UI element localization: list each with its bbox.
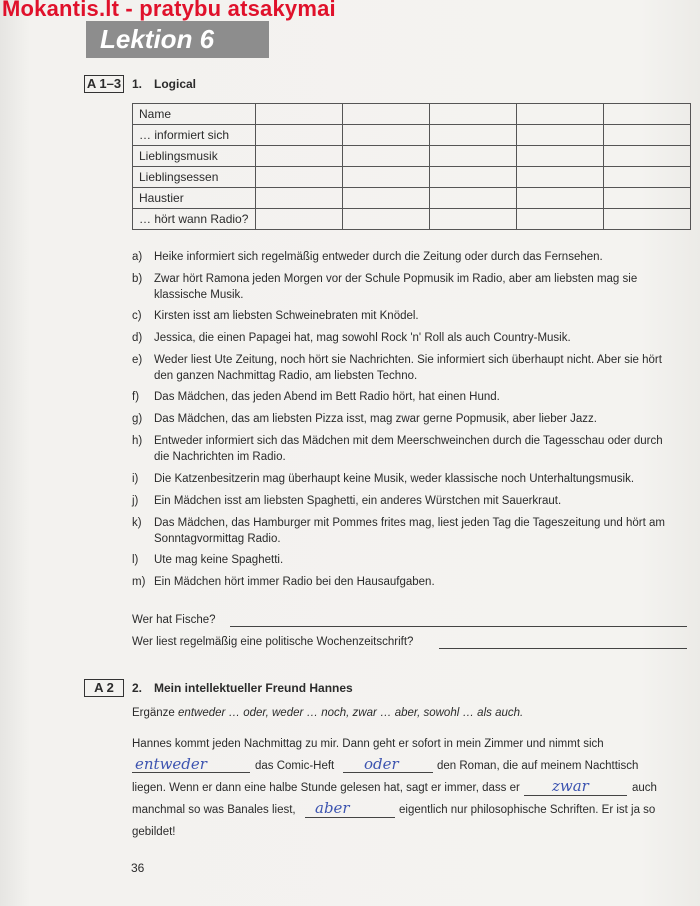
statement-text: Die Katzenbesitzerin mag überhaupt keine Musik, weder klassische noch Unterhaltungsmusik. [154, 473, 635, 485]
grid-cell[interactable] [256, 188, 343, 209]
grid-cell[interactable] [517, 188, 604, 209]
statement-text: Ein Mädchen hört immer Radio bei den Hausaufgaben. [154, 576, 435, 588]
lesson-title: Lektion 6 [86, 21, 269, 58]
grid-row-label: Lieblingsessen [133, 167, 256, 188]
statement-letter: k) [132, 517, 142, 529]
grid-row [133, 125, 691, 146]
handwritten-answer-3: zwar [552, 777, 589, 795]
grid-cell[interactable] [517, 167, 604, 188]
grid-cell[interactable] [604, 146, 691, 167]
statement-item [132, 353, 672, 385]
handwritten-answer-1: entweder [135, 755, 207, 773]
statement-item [132, 272, 672, 304]
grid-cell[interactable] [256, 104, 343, 125]
grid-cell[interactable] [517, 146, 604, 167]
text-line-2b: den Roman, die auf meinem Nachttisch [437, 760, 639, 772]
text-line-5: gebildet! [132, 826, 176, 838]
instruction-prefix: Ergänze [132, 707, 179, 719]
handwritten-answer-4: aber [315, 799, 350, 817]
statement-letter: b) [132, 273, 143, 285]
statement-text: Das Mädchen, das jeden Abend im Bett Radio hört, hat einen Hund. [154, 391, 500, 403]
text-line-4b: eigentlich nur philosophische Schriften. Er ist ja so [399, 804, 656, 816]
instruction [132, 707, 523, 719]
instruction-words: entweder … oder, weder … noch, zwar … aber, sowohl … als auch. [178, 707, 524, 719]
grid-row-label: … hört wann Radio? [133, 209, 256, 230]
statement-text: Entweder informiert sich das Mädchen mit dem Meerschweinchen durch die Tagesschau oder durch die Nachrichten im Radio. [154, 435, 663, 463]
statement-letter: j) [132, 495, 139, 507]
statement-item [132, 494, 672, 510]
grid-cell[interactable] [604, 104, 691, 125]
section2-title: Mein intellektueller Freund Hannes [154, 681, 353, 695]
statement-item [132, 516, 672, 548]
section1-badge: A 1–3 [84, 75, 124, 93]
grid-cell[interactable] [256, 209, 343, 230]
text-line-3a: liegen. Wenn er dann eine halbe Stunde gelesen hat, sagt er immer, dass er [132, 782, 520, 794]
grid-cell[interactable] [343, 104, 430, 125]
statement-item [132, 331, 672, 347]
grid-cell[interactable] [517, 104, 604, 125]
grid-cell[interactable] [604, 188, 691, 209]
section1-title: Logical [154, 77, 197, 91]
statement-item [132, 472, 672, 488]
grid-cell[interactable] [517, 209, 604, 230]
grid-cell[interactable] [430, 167, 517, 188]
text-line-4a: manchmal so was Banales liest, [132, 804, 296, 816]
statement-item [132, 250, 672, 266]
grid-cell[interactable] [343, 188, 430, 209]
statement-text: Das Mädchen, das Hamburger mit Pommes frites mag, liest jeden Tag die Tageszeitung und hört am Sonntagvormittag Radio. [154, 517, 665, 545]
statement-text: Heike informiert sich regelmäßig entweder durch die Zeitung oder durch das Fernsehen. [154, 251, 603, 263]
section2-badge: A 2 [84, 679, 124, 697]
answer-line-fish[interactable] [230, 626, 687, 627]
question-magazine: Wer liest regelmäßig eine politische Wochenzeitschrift? [132, 636, 414, 648]
grid-row [133, 146, 691, 167]
grid-cell[interactable] [343, 167, 430, 188]
grid-row-label: … informiert sich [133, 125, 256, 146]
statement-item [132, 309, 672, 325]
section1-number: 1. [132, 77, 143, 91]
statement-letter: f) [132, 391, 140, 403]
text-line-1: Hannes kommt jeden Nachmittag zu mir. Dann geht er sofort in mein Zimmer und nimmt sich [132, 738, 604, 750]
grid-cell[interactable] [343, 125, 430, 146]
statement-letter: e) [132, 354, 143, 366]
statement-text: Ute mag keine Spaghetti. [154, 554, 284, 566]
section2-number: 2. [132, 681, 143, 695]
text-line-2a: das Comic-Heft [255, 760, 335, 772]
grid-cell[interactable] [604, 125, 691, 146]
grid-cell[interactable] [256, 167, 343, 188]
logic-grid-table [132, 103, 691, 230]
watermark-text: Mokantis.lt - pratybu atsakymai [2, 0, 336, 21]
statement-text: Zwar hört Ramona jeden Morgen vor der Schule Popmusik im Radio, aber am liebsten mag sie klassische Musik. [154, 273, 638, 301]
grid-row-label: Haustier [133, 188, 256, 209]
grid-row [133, 167, 691, 188]
question-fish: Wer hat Fische? [132, 614, 216, 626]
statement-letter: a) [132, 251, 143, 263]
grid-cell[interactable] [430, 209, 517, 230]
statement-letter: g) [132, 413, 143, 425]
grid-row [133, 104, 691, 125]
grid-cell[interactable] [517, 125, 604, 146]
grid-cell[interactable] [430, 104, 517, 125]
handwritten-answer-2: oder [364, 755, 399, 773]
statement-item [132, 412, 672, 428]
statement-text: Jessica, die einen Papagei hat, mag sowohl Rock 'n' Roll als auch Country-Musik. [154, 332, 571, 344]
statement-letter: l) [132, 554, 139, 566]
statement-letter: m) [132, 576, 146, 588]
grid-cell[interactable] [343, 209, 430, 230]
statement-item [132, 553, 672, 569]
grid-cell[interactable] [430, 125, 517, 146]
statement-text: Weder liest Ute Zeitung, noch hört sie Nachrichten. Sie informiert sich überhaupt nicht. Aber sie hört den ganzen Nachmittag Radio, am liebsten Techno. [154, 354, 662, 382]
statement-item [132, 434, 672, 466]
statement-letter: c) [132, 310, 142, 322]
statement-text: Ein Mädchen isst am liebsten Spaghetti, ein anderes Würstchen mit Sauerkraut. [154, 495, 562, 507]
text-line-3b: auch [632, 782, 657, 794]
grid-cell[interactable] [430, 146, 517, 167]
statement-text: Kirsten isst am liebsten Schweinebraten mit Knödel. [154, 310, 419, 322]
grid-cell[interactable] [604, 209, 691, 230]
page-number: 36 [131, 861, 145, 875]
statement-item [132, 390, 672, 406]
statement-letter: d) [132, 332, 143, 344]
grid-cell[interactable] [256, 125, 343, 146]
grid-row [133, 209, 691, 230]
statement-text: Das Mädchen, das am liebsten Pizza isst, mag zwar gerne Popmusik, aber lieber Jazz. [154, 413, 597, 425]
answer-line-magazine[interactable] [439, 648, 687, 649]
grid-cell[interactable] [256, 146, 343, 167]
grid-cell[interactable] [430, 188, 517, 209]
grid-row [133, 188, 691, 209]
statement-item [132, 575, 672, 591]
grid-cell[interactable] [343, 146, 430, 167]
grid-cell[interactable] [604, 167, 691, 188]
blank-3[interactable] [524, 795, 627, 796]
statement-letter: i) [132, 473, 139, 485]
statement-letter: h) [132, 435, 143, 447]
grid-row-label: Name [133, 104, 256, 125]
grid-row-label: Lieblingsmusik [133, 146, 256, 167]
blank-4[interactable] [305, 817, 395, 818]
